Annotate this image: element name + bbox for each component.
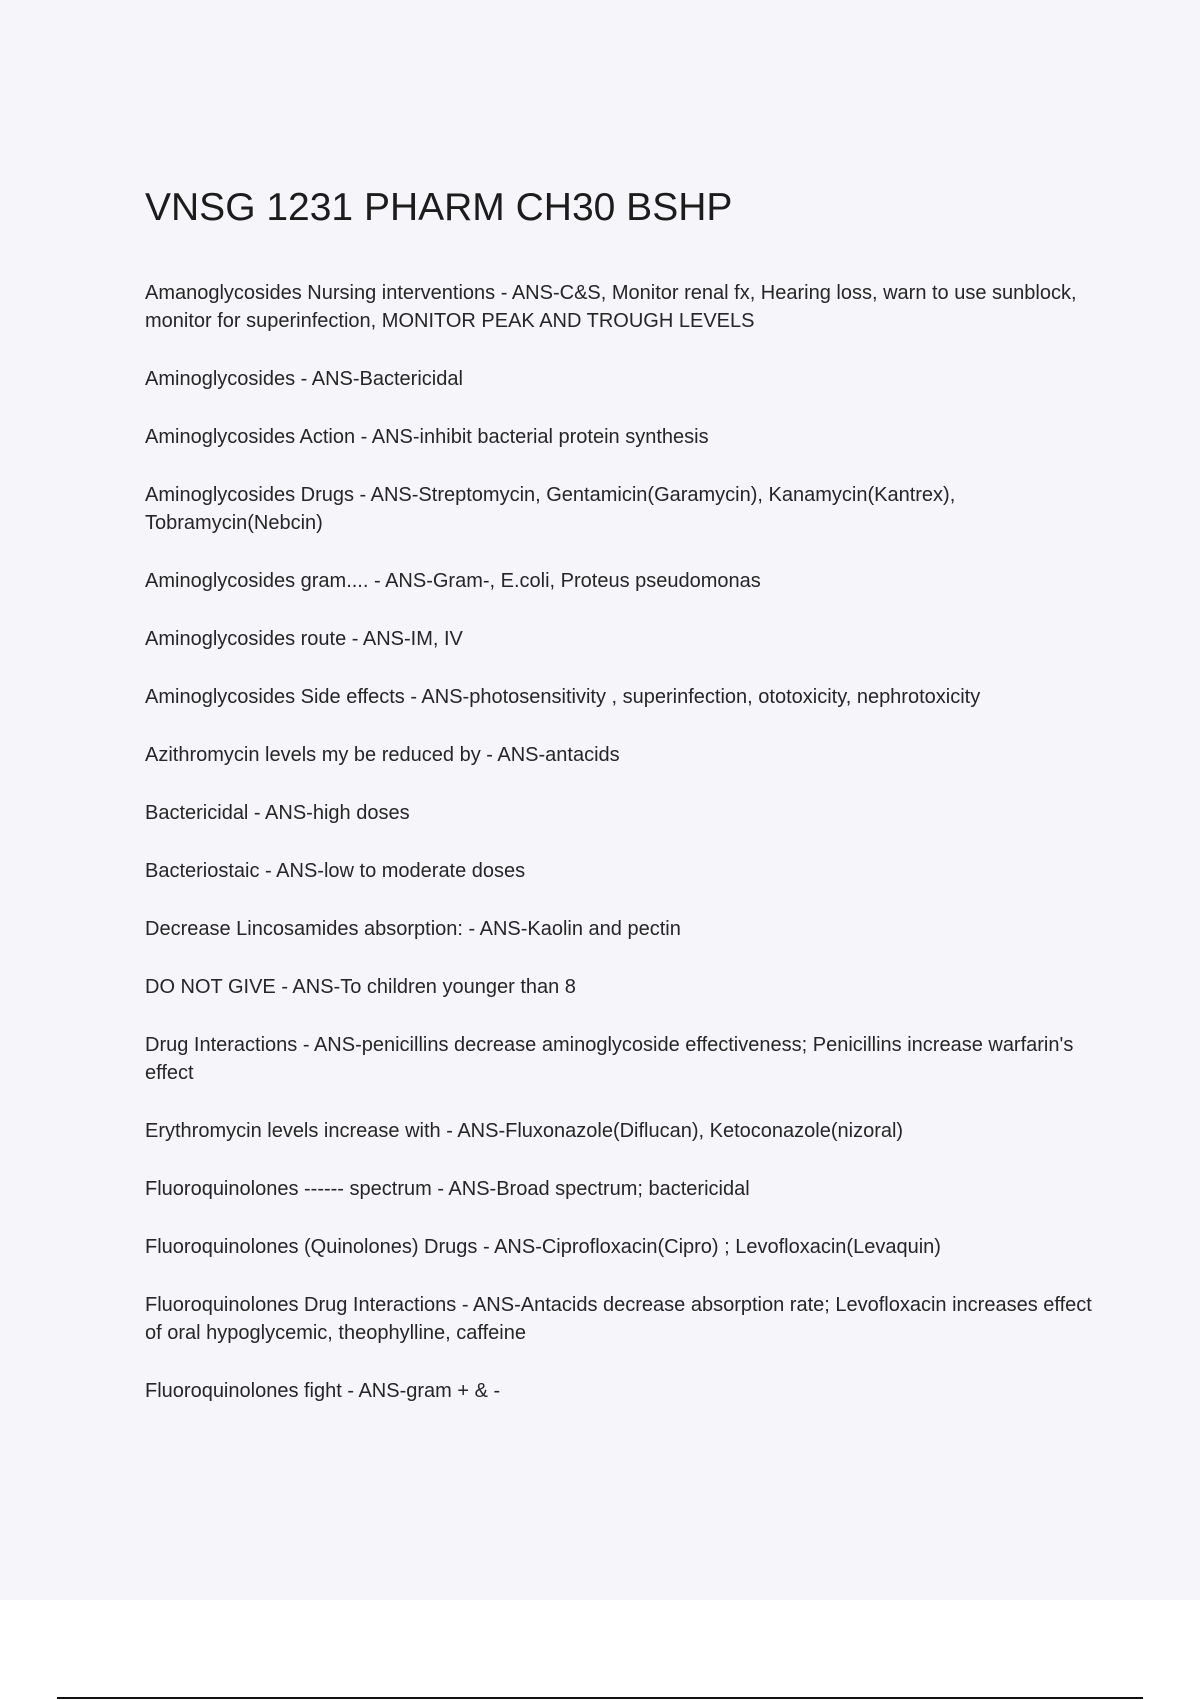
flashcard-entry: Aminoglycosides Side effects - ANS-photosensitivity , superinfection, ototoxicity, nephrotoxicity bbox=[145, 686, 981, 708]
footer-divider bbox=[57, 1697, 1143, 1699]
flashcard-entry: Aminoglycosides route - ANS-IM, IV bbox=[145, 628, 463, 650]
flashcard-entry: Aminoglycosides Drugs - ANS-Streptomycin, Gentamicin(Garamycin), Kanamycin(Kantrex), Tobramycin(Nebcin) bbox=[145, 484, 956, 534]
flashcard-entry: DO NOT GIVE - ANS-To children younger than 8 bbox=[145, 976, 576, 998]
flashcard-entry: Drug Interactions - ANS-penicillins decrease aminoglycoside effectiveness; Penicillins increase warfarin's effect bbox=[145, 1034, 1074, 1084]
flashcard-entry: Erythromycin levels increase with - ANS-Fluxonazole(Diflucan), Ketoconazole(nizoral) bbox=[145, 1120, 904, 1142]
flashcard-entry: Fluoroquinolones ------ spectrum - ANS-Broad spectrum; bactericidal bbox=[145, 1178, 750, 1200]
flashcard-entry: Aminoglycosides gram.... - ANS-Gram-, E.coli, Proteus pseudomonas bbox=[145, 570, 761, 592]
flashcard-list bbox=[145, 279, 1095, 1435]
flashcard-entry: Aminoglycosides - ANS-Bactericidal bbox=[145, 368, 463, 390]
flashcard-entry: Fluoroquinolones fight - ANS-gram + & - bbox=[145, 1380, 501, 1402]
flashcard-entry: Amanoglycosides Nursing interventions - ANS-C&S, Monitor renal fx, Hearing loss, warn to use sunblock, monitor for superinfection, MONITOR PEAK AND TROUGH LEVELS bbox=[145, 282, 1077, 332]
flashcard-entry: Bacteriostaic - ANS-low to moderate doses bbox=[145, 860, 526, 882]
flashcard-entry: Bactericidal - ANS-high doses bbox=[145, 802, 410, 824]
flashcard-entry: Fluoroquinolones Drug Interactions - ANS-Antacids decrease absorption rate; Levofloxacin increases effect of oral hypoglycemic, theophylline, caffeine bbox=[145, 1294, 1092, 1344]
flashcard-entry: Aminoglycosides Action - ANS-inhibit bacterial protein synthesis bbox=[145, 426, 709, 448]
flashcard-entry: Decrease Lincosamides absorption: - ANS-Kaolin and pectin bbox=[145, 918, 681, 940]
flashcard-entry: Azithromycin levels my be reduced by - ANS-antacids bbox=[145, 744, 620, 766]
document-title: VNSG 1231 PHARM CH30 BSHP bbox=[145, 186, 733, 229]
flashcard-entry: Fluoroquinolones (Quinolones) Drugs - ANS-Ciprofloxacin(Cipro) ; Levofloxacin(Levaquin) bbox=[145, 1236, 941, 1258]
